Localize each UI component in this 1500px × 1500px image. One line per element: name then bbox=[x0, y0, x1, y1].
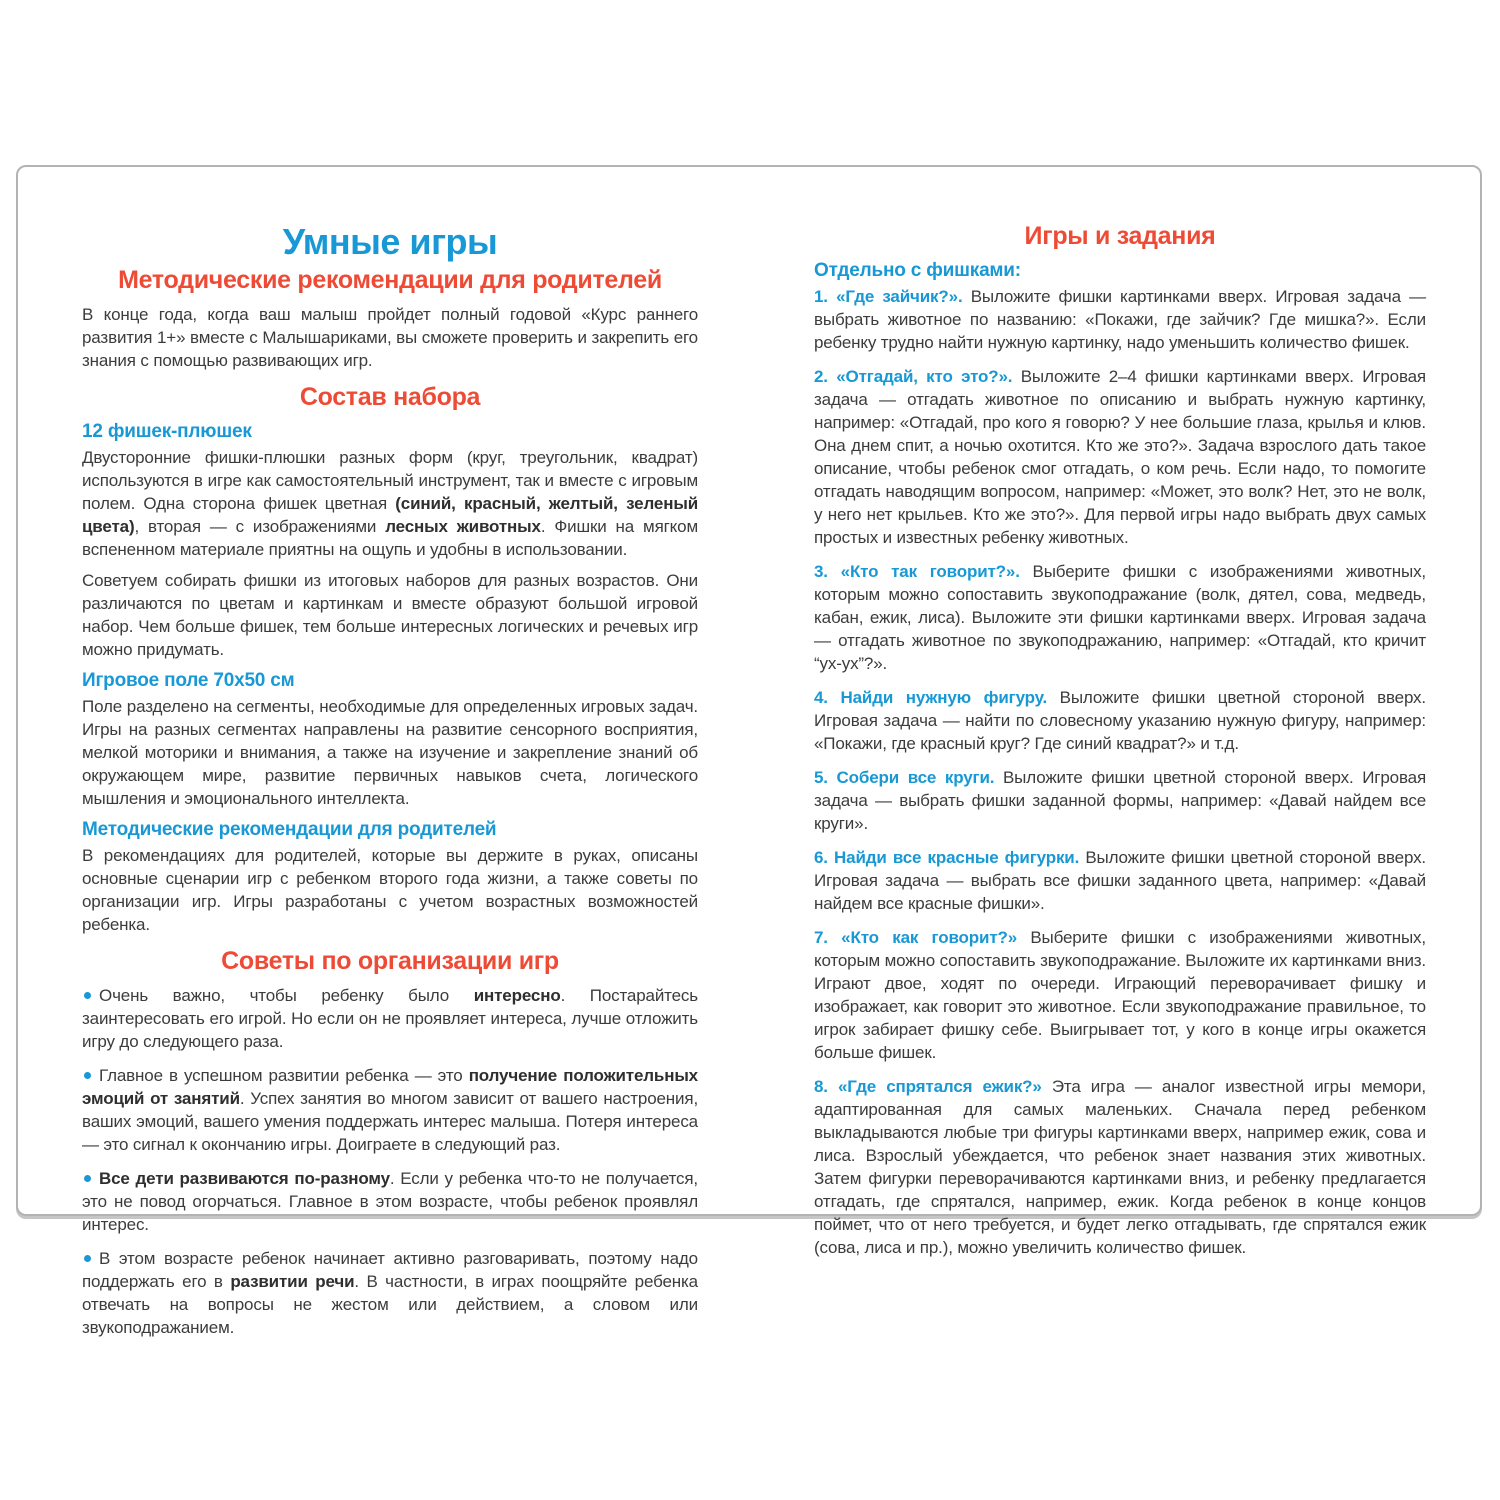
intro-paragraph bbox=[82, 303, 698, 372]
games-and-tasks-heading: Игры и задания bbox=[1024, 222, 1216, 250]
game-item-lead: 1. «Где зайчик?». bbox=[814, 287, 971, 306]
bullet-icon bbox=[84, 1072, 91, 1079]
play-field-heading: Игровое поле 70х50 см bbox=[82, 670, 295, 691]
bullet-text: Все дети развиваются по-разному. Если у ребенка что-то не получается, это не повод огорчаться. Главное в этом возрасте, чтобы ребенок проявлял интерес. bbox=[82, 1169, 698, 1234]
game-item-body: Выложите фишки цветной стороной вверх. Игровая задача — выбрать все фишки заданного цвета, например: «Давай найдем все красные фишки». bbox=[814, 848, 1426, 913]
right-column bbox=[814, 221, 1426, 1270]
chips-paragraph-2 bbox=[82, 569, 698, 661]
game-item-lead: 3. «Кто так говорит?». bbox=[814, 562, 1033, 581]
advice-bullet-2 bbox=[82, 1064, 698, 1156]
game-item-2 bbox=[814, 365, 1426, 549]
set-contents-heading: Состав набора bbox=[299, 383, 481, 411]
chips-heading: 12 фишек-плюшек bbox=[82, 421, 252, 442]
play-field-paragraph bbox=[82, 695, 698, 810]
bullet-icon bbox=[84, 1175, 91, 1182]
bullet-text: Очень важно, чтобы ребенку было интересно. Постарайтесь заинтересовать его игрой. Но если он не проявляет интереса, лучше отложить игру до следующего раза. bbox=[82, 986, 698, 1051]
game-item-lead: 7. «Кто как говорит?» bbox=[814, 928, 1031, 947]
bullet-icon bbox=[84, 992, 91, 999]
paragraph-text: Двусторонние фишки-плюшки разных форм (круг, треугольник, квадрат) используются в игре как самостоятельный инструмент, так и вместе с игровым полем. Одна сторона фишек цветная (синий, красный, желтый, зеленый цвета), вторая — с изображениями лесных животных. Фишки на мягком вспененном материале приятны на ощупь и удобны в использовании. bbox=[82, 448, 699, 559]
game-item-lead: 6. Найди все красные фигурки. bbox=[814, 848, 1086, 867]
advice-bullet-1 bbox=[82, 984, 698, 1053]
method-recommendations-paragraph bbox=[82, 844, 698, 936]
game-item-6 bbox=[814, 846, 1426, 915]
chips-games-subheading: Отдельно с фишками: bbox=[814, 260, 1021, 281]
paragraph-text: В конце года, когда ваш малыш пройдет полный годовой «Курс раннего развития 1+» вместе с Малышариками, вы сможете проверить и закрепить его знания с помощью развивающих игр. bbox=[82, 305, 698, 370]
advice-bullet-4 bbox=[82, 1247, 698, 1339]
game-item-lead: 2. «Отгадай, кто это?». bbox=[814, 367, 1021, 386]
game-item-5 bbox=[814, 766, 1426, 835]
document-page bbox=[16, 165, 1482, 1337]
game-item-body: Выберите фишки с изображениями животных, которым можно сопоставить звукоподражание. Выложите их картинками вниз. Играют двое, ходят по очереди. Играющий переворачивает фишку и изображает, как говорит это животное. Если звукоподражание правильное, то игрок забирает фишку себе. Выигрывает тот, у кого в конце игры окажется больше фишек. bbox=[814, 928, 1427, 1062]
game-item-lead: 4. Найди нужную фигуру. bbox=[814, 688, 1060, 707]
left-column bbox=[82, 221, 698, 1350]
game-item-body: Выберите фишки с изображениями животных, которым можно сопоставить звукоподражание (волк, дятел, сова, медведь, кабан, ежик, лиса). Выложите эти фишки картинками вверх. Игровая задача — отгадать животное по звукоподражанию, например: «Отгадай, кто кричит “ух-ух”?». bbox=[814, 562, 1426, 673]
page-title: Умные игры bbox=[282, 221, 498, 262]
paragraph-text: Советуем собирать фишки из итоговых наборов для разных возрастов. Они различаются по цветам и картинкам и вместе образуют большой игровой набор. Чем больше фишек, тем больше интересных логических и речевых игр можно придумать. bbox=[82, 571, 698, 659]
game-item-7 bbox=[814, 926, 1426, 1064]
game-item-8 bbox=[814, 1075, 1426, 1259]
paragraph-text: В рекомендациях для родителей, которые вы держите в руках, описаны основные сценарии игр с ребенком второго года жизни, а также советы по организации игр. Игры разработаны с учетом возрастных возможностей ребенка. bbox=[82, 846, 698, 934]
bullet-text: Главное в успешном развитии ребенка — это получение положительных эмоций от занятий. Успех занятия во многом зависит от вашего настроения, ваших эмоций, вашего умения поддержать интерес малыша. Потеря интереса — это сигнал к окончанию игры. Доиграете в следующий раз. bbox=[82, 1066, 699, 1154]
game-item-lead: 8. «Где спрятался ежик?» bbox=[814, 1077, 1052, 1096]
game-item-body: Выложите фишки цветной стороной вверх. Игровая задача — выбрать фишки заданной формы, например: «Давай найдем все круги». bbox=[814, 768, 1427, 833]
game-item-body: Выложите 2–4 фишки картинками вверх. Игровая задача — отгадать животное по описанию и выбрать нужную картинку, например: «Отгадай, про кого я говорю? У нее большие глаза, крылья и клюв. Она днем спит, а ночью охотится. Кто же это?». Задача взрослого дать такое описание, чтобы ребенок смог отгадать, о ком речь. Если надо, то помогите отгадать наводящим вопросом, например: «Может, это волк? Нет, это не волк, у него нет крыльев. Кто же это?». Для первой игры надо выбрать двух самых простых и известных ребенку животных. bbox=[814, 367, 1426, 547]
page-subtitle: Методические рекомендации для родителей bbox=[118, 266, 662, 294]
advice-bullet-3 bbox=[82, 1167, 698, 1236]
game-item-body: Выложите фишки цветной стороной вверх. Игровая задача — найти по словесному указанию нужную фигуру, например: «Покажи, где красный круг? Где синий квадрат?» и т.д. bbox=[814, 688, 1426, 753]
bullet-text: В этом возрасте ребенок начинает активно разговаривать, поэтому надо поддержать его в развитии речи. В частности, в играх поощряйте ребенка отвечать на вопросы не жестом или действием, а словом или звукоподражанием. bbox=[82, 1249, 698, 1337]
game-item-body: Выложите фишки картинками вверх. Игровая задача — выбрать животное по названию: «Покажи, где зайчик? Где мишка?». Если ребенку трудно найти нужную картинку, надо уменьшить количество фишек. bbox=[814, 287, 1426, 352]
paragraph-text: Поле разделено на сегменты, необходимые для определенных игровых задач. Игры на разных сегментах направлены на развитие сенсорного восприятия, мелкой моторики и внимания, а также на изучение и закрепление знаний об окружающем мире, развитие первичных навыков счета, логического мышления и эмоционального интеллекта. bbox=[82, 697, 698, 808]
advice-heading: Советы по организации игр bbox=[221, 947, 559, 975]
method-recommendations-heading: Методические рекомендации для родителей bbox=[82, 819, 497, 840]
game-item-body: Эта игра — аналог известной игры мемори, адаптированная для самых маленьких. Сначала перед ребенком выкладываются любые три фигуры картинками вверх, например ежик, сова и лиса. Взрослый убеждается, что ребенок знает названия этих животных. Затем фигурки переворачиваются картинками вниз, и ребенку предлагается отгадать, где спрятался, например, ежик. Когда ребенок в конце концов поймет, что от него требуется, и будет легко отгадывать, где спрятался ежик (сова, лиса и пр.), можно увеличить количество фишек. bbox=[814, 1077, 1426, 1257]
game-item-3 bbox=[814, 560, 1426, 675]
chips-paragraph-1 bbox=[82, 446, 698, 561]
bullet-icon bbox=[84, 1255, 91, 1262]
game-item-4 bbox=[814, 686, 1426, 755]
game-item-lead: 5. Собери все круги. bbox=[814, 768, 1003, 787]
game-item-1 bbox=[814, 285, 1426, 354]
